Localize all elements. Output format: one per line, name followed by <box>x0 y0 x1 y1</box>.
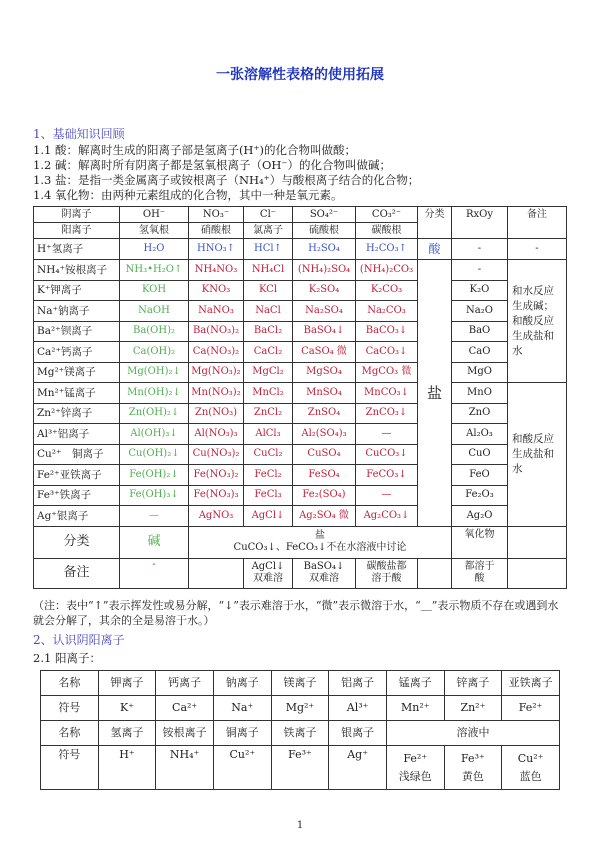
salt-cell: (NH₄)₂SO₄ <box>293 260 356 281</box>
cation-symbol: Na⁺ <box>213 696 271 721</box>
cation-name-row <box>41 671 560 696</box>
header-row <box>34 207 567 223</box>
section-2-heading: 2、认识阴阳离子 <box>33 633 125 647</box>
table-row <box>34 342 567 363</box>
salt-cell: Fe(NO₃)₃ <box>189 485 244 506</box>
salt-cell: Al(NO₃)₃ <box>189 424 244 445</box>
table-row <box>34 444 567 465</box>
classification-cell: 盐 <box>418 260 452 527</box>
compound-cell: H₂CO₃↑ <box>356 239 418 260</box>
oxide-cell: K₂O <box>452 280 508 301</box>
definition-acid: 1.1 酸：解离时生成的阳离子部是氢离子(H⁺)的化合物叫做酸； <box>33 143 357 157</box>
cation-symbol: NH₄⁺ <box>156 746 214 790</box>
table-footnote: （注：表中“↑”表示挥发性或易分解，“↓”表示难溶于水，“微”表示微溶于水，“＿”表示物质不存在或遇到水就会分解了，其余的全是易溶于水。） <box>33 599 559 627</box>
oxide-cell: ZnO <box>452 403 508 424</box>
row-label: 名称 <box>41 721 99 746</box>
salt-cell: MgSO₄ <box>293 362 356 383</box>
cation-name: 铜离子 <box>213 721 271 746</box>
cation-name: 锌离子 <box>444 671 502 696</box>
cation-label: K⁺钾离子 <box>34 280 120 301</box>
cation-symbol: Ca²⁺ <box>156 696 214 721</box>
page-number: 1 <box>296 820 304 831</box>
cation-symbol: Fe²⁺ <box>502 696 560 721</box>
salt-cell: CaCl₂ <box>244 342 293 363</box>
column-header: SO₄²⁻ <box>293 207 356 223</box>
salt-cell: Zn(NO₃) <box>189 403 244 424</box>
solubility-table <box>33 206 567 589</box>
salt-cell: CaSO₄ 微 <box>293 342 356 363</box>
column-header: Cl⁻ <box>244 207 293 223</box>
oxide-cell: BaO <box>452 321 508 342</box>
salt-cell: AlCl₃ <box>244 424 293 445</box>
cation-symbol: Al³⁺ <box>329 696 387 721</box>
column-header: 碳酸根 <box>356 223 418 239</box>
cation-symbol: Mn²⁺ <box>386 696 444 721</box>
cation-name: 铵根离子 <box>156 721 214 746</box>
salt-cell: Mn(NO₃)₂ <box>189 383 244 404</box>
cation-symbol: Mg²⁺ <box>271 696 329 721</box>
oxide-cell: MgO <box>452 362 508 383</box>
cation-name: 亚铁离子 <box>502 671 560 696</box>
salt-cell: AgNO₃ <box>189 506 244 527</box>
cation-symbol-row <box>41 746 560 790</box>
definition-base: 1.2 碱：解离时所有阴离子都是氢氧根离子（OH⁻）的化合物叫做碱； <box>33 158 391 172</box>
salt-cell: Ba(NO₃)₂ <box>189 321 244 342</box>
ion-symbol: Fe³⁺ <box>461 751 485 765</box>
cation-table <box>40 670 560 790</box>
cation-label: Fe²⁺亚铁离子 <box>34 465 120 486</box>
remark-cell: - <box>120 558 189 588</box>
empty-cell <box>508 558 567 588</box>
oxide-cell: Al₂O₃ <box>452 424 508 445</box>
cation-label: Zn²⁺锌离子 <box>34 403 120 424</box>
salt-cell: (NH₄)₂CO₃ <box>356 260 418 281</box>
base-cell: NaOH <box>120 301 189 322</box>
ion-color-cell <box>444 746 502 790</box>
cation-symbol: Zn²⁺ <box>444 696 502 721</box>
cation-name: 铝离子 <box>329 671 387 696</box>
column-header: RxOy <box>452 207 508 239</box>
cation-label: Mn²⁺锰离子 <box>34 383 120 404</box>
column-header: CO₃²⁻ <box>356 207 418 223</box>
salt-cell: CuCO₃↓ <box>356 444 418 465</box>
cation-name: 钾离子 <box>98 671 156 696</box>
column-header: 备注 <box>508 207 567 239</box>
definition-oxide: 1.4 氧化物：由两种元素组成的化合物，其中一种是氧元素。 <box>33 188 343 202</box>
oxide-cell: Ag₂O <box>452 506 508 527</box>
salt-cell: ZnCO₃↓ <box>356 403 418 424</box>
salt-cell: MgCl₂ <box>244 362 293 383</box>
ion-color: 黄色 <box>461 769 484 783</box>
salt-cell: FeCl₃ <box>244 485 293 506</box>
cation-label: Fe³⁺铁离子 <box>34 485 120 506</box>
cation-name: 钠离子 <box>213 671 271 696</box>
compound-cell: HCl↑ <box>244 239 293 260</box>
cation-name: 镁离子 <box>271 671 329 696</box>
cation-symbol: K⁺ <box>98 696 156 721</box>
base-cell: Cu(OH)₂↓ <box>120 444 189 465</box>
table-row <box>34 280 567 301</box>
compound-cell: HNO₃↑ <box>189 239 244 260</box>
solution-color-header: 溶液中 <box>386 721 559 746</box>
cation-symbol: Fe³⁺ <box>271 746 329 790</box>
salt-cell: NaCl <box>244 301 293 322</box>
column-header: 硫酸根 <box>293 223 356 239</box>
oxide-cell: CaO <box>452 342 508 363</box>
remark-row <box>34 558 567 588</box>
cation-label: Ba²⁺钡离子 <box>34 321 120 342</box>
salt-cell: Na₂SO₄ <box>293 301 356 322</box>
ion-color: 蓝色 <box>519 769 542 783</box>
compound-cell: H₂SO₄ <box>293 239 356 260</box>
base-cell: Al(OH)₃↓ <box>120 424 189 445</box>
base-cell: Zn(OH)₂↓ <box>120 403 189 424</box>
salt-cell: FeCl₂ <box>244 465 293 486</box>
cation-name: 铁离子 <box>271 721 329 746</box>
cation-symbol: Ag⁺ <box>329 746 387 790</box>
empty-cell <box>418 558 452 588</box>
base-cell: Fe(OH)₃↓ <box>120 485 189 506</box>
salt-cell: MgCO₃ 微 <box>356 362 418 383</box>
ion-color: 浅绿色 <box>398 769 432 783</box>
cation-name: 钙离子 <box>156 671 214 696</box>
empty-cell <box>508 526 567 558</box>
salt-cell: Mg(NO₃)₂ <box>189 362 244 383</box>
salt-cell: BaCl₂ <box>244 321 293 342</box>
remark-cell: 碳酸盐都溶于酸 <box>356 558 418 588</box>
salt-cell: KNO₃ <box>189 280 244 301</box>
cation-label: Mg²⁺镁离子 <box>34 362 120 383</box>
cation-label: Al³⁺铝离子 <box>34 424 120 445</box>
cation-name: 锰离子 <box>386 671 444 696</box>
section-1-heading: 1、基础知识回顾 <box>33 127 125 141</box>
salt-cell: K₂SO₄ <box>293 280 356 301</box>
compound-cell: H₂O <box>120 239 189 260</box>
ion-color-cell <box>502 746 560 790</box>
base-class-cell: 碱 <box>120 526 189 558</box>
salt-cell: — <box>356 485 418 506</box>
definitions <box>33 143 419 203</box>
classification-row <box>34 526 567 558</box>
empty-cell <box>189 558 244 588</box>
document-title: 一张溶解性表格的使用拓展 <box>216 67 384 83</box>
ion-color-cell <box>386 746 444 790</box>
row-label: 符号 <box>41 696 99 721</box>
salt-cell: KCl <box>244 280 293 301</box>
salt-cell: Ag₂SO₄ 微 <box>293 506 356 527</box>
salt-class-cell <box>189 526 452 558</box>
salt-cell: NH₄NO₃ <box>189 260 244 281</box>
oxide-cell: Fe₂O₃ <box>452 485 508 506</box>
table-row <box>34 506 567 527</box>
base-cell: Mn(OH)₂↓ <box>120 383 189 404</box>
cation-name-row <box>41 721 560 746</box>
table-row <box>34 424 567 445</box>
ion-symbol: Fe²⁺ <box>403 751 428 765</box>
salt-cell: AgCl↓ <box>244 506 293 527</box>
cation-symbol: H⁺ <box>98 746 156 790</box>
salt-cell: FeCO₃↓ <box>356 465 418 486</box>
base-cell: Ca(OH)₂ <box>120 342 189 363</box>
table-row <box>34 485 567 506</box>
salt-label: 盐 <box>315 530 325 541</box>
salt-cell: Fe(NO₃)₂ <box>189 465 244 486</box>
salt-cell: MnCl₂ <box>244 383 293 404</box>
salt-cell: BaCO₃↓ <box>356 321 418 342</box>
cation-symbol: Cu²⁺ <box>213 746 271 790</box>
cation-label: NH₄⁺铵根离子 <box>34 260 120 281</box>
oxide-cell: - <box>452 260 508 281</box>
salt-cell: K₂CO₃ <box>356 280 418 301</box>
table-row <box>34 301 567 322</box>
remark-cell: 和酸反应生成盐和水 <box>508 383 567 527</box>
salt-cell: FeSO₄ <box>293 465 356 486</box>
base-cell: Ba(OH)₂ <box>120 321 189 342</box>
column-header: NO₃⁻ <box>189 207 244 223</box>
cation-name: 银离子 <box>329 721 387 746</box>
oxide-cell: - <box>452 239 508 260</box>
column-header: 氯离子 <box>244 223 293 239</box>
salt-cell: Ag₂CO₃↓ <box>356 506 418 527</box>
salt-cell: — <box>356 424 418 445</box>
cation-label: Ca²⁺钙离子 <box>34 342 120 363</box>
column-header: 阴离子 <box>34 207 120 223</box>
salt-cell: Fe₂(SO₄) <box>293 485 356 506</box>
cations-subheading: 2.1 阳离子： <box>33 651 101 665</box>
oxide-cell: MnO <box>452 383 508 404</box>
cation-label: Ag⁺银离子 <box>34 506 120 527</box>
table-row <box>34 465 567 486</box>
salt-cell: ZnSO₄ <box>293 403 356 424</box>
column-header: 分类 <box>418 207 452 239</box>
table-row <box>34 260 567 281</box>
salt-cell: Na₂CO₃ <box>356 301 418 322</box>
table-row <box>34 362 567 383</box>
oxide-cell: FeO <box>452 465 508 486</box>
table-row <box>34 403 567 424</box>
remark-cell: 和水反应生成碱；和酸反应生成盐和水 <box>508 260 567 383</box>
classification-cell: 酸 <box>418 239 452 260</box>
remark-cell: BaSO₄↓ 双难溶 <box>293 558 356 588</box>
oxide-cell: CuO <box>452 444 508 465</box>
cation-label: Cu²⁺ 铜离子 <box>34 444 120 465</box>
salt-cell: MnSO₄ <box>293 383 356 404</box>
oxide-class-cell: 氧化物 <box>452 526 508 558</box>
salt-cell: MnCO₃↓ <box>356 383 418 404</box>
salt-cell: BaSO₄↓ <box>293 321 356 342</box>
column-header: 氢氧根 <box>120 223 189 239</box>
cation-label: H⁺氢离子 <box>34 239 120 260</box>
base-cell: — <box>120 506 189 527</box>
row-label: 备注 <box>34 558 120 588</box>
definition-salt: 1.3 盐：是指一类金属离子或铵根离子（NH₄⁺）与酸根离子结合的化合物； <box>33 173 420 187</box>
salt-note: CuCO₃↓、FeCO₃↓不在水溶液中讨论 <box>233 542 407 553</box>
row-label: 符号 <box>41 746 99 790</box>
cation-name: 氢离子 <box>98 721 156 746</box>
row-label: 名称 <box>41 671 99 696</box>
cation-label: Na⁺钠离子 <box>34 301 120 322</box>
table-row <box>34 383 567 404</box>
salt-cell: ZnCl₂ <box>244 403 293 424</box>
salt-cell: NH₄Cl <box>244 260 293 281</box>
ion-symbol: Cu²⁺ <box>517 751 544 765</box>
salt-cell: Al₂(SO₄)₃ <box>293 424 356 445</box>
salt-cell: CuCl₂ <box>244 444 293 465</box>
row-label: 分类 <box>34 526 120 558</box>
salt-cell: CaCO₃↓ <box>356 342 418 363</box>
base-cell: Mg(OH)₂↓ <box>120 362 189 383</box>
table-row <box>34 321 567 342</box>
remark-cell: AgCl↓ 双难溶 <box>244 558 293 588</box>
cation-symbol-row <box>41 696 560 721</box>
base-cell: NH₃•H₂O↑ <box>120 260 189 281</box>
salt-cell: NaNO₃ <box>189 301 244 322</box>
remark-cell: 都溶于酸 <box>452 558 508 588</box>
oxide-cell: Na₂O <box>452 301 508 322</box>
base-cell: KOH <box>120 280 189 301</box>
salt-cell: Ca(NO₃)₂ <box>189 342 244 363</box>
column-header: 阳离子 <box>34 223 120 239</box>
base-cell: Fe(OH)₂↓ <box>120 465 189 486</box>
column-header: 硝酸根 <box>189 223 244 239</box>
table-row-hydrogen <box>34 239 567 260</box>
remark-cell: - <box>508 239 567 260</box>
salt-cell: CuSO₄ <box>293 444 356 465</box>
salt-cell: Cu(NO₃)₂ <box>189 444 244 465</box>
column-header: OH⁻ <box>120 207 189 223</box>
